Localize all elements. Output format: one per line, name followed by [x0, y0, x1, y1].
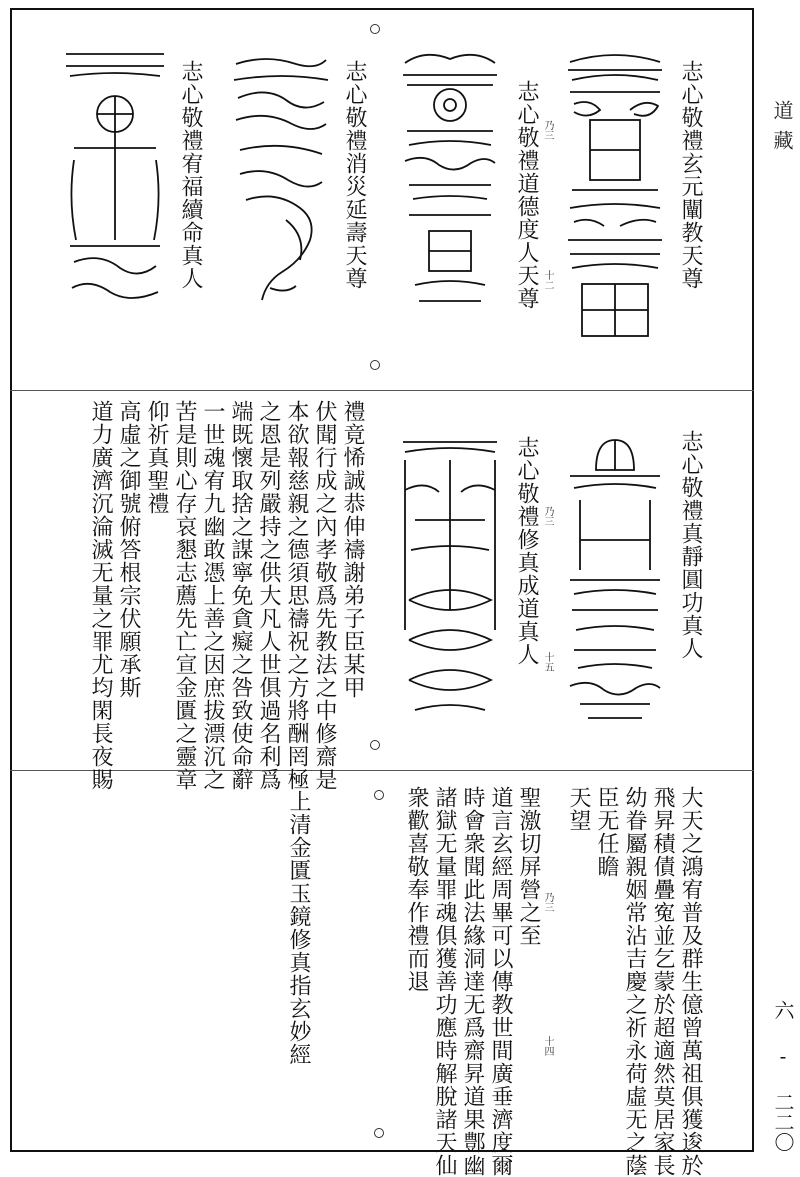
invocation-line: 志心敬禮宥福續命真人: [178, 60, 203, 290]
talisman-seal-5: [560, 430, 670, 730]
text-line: 時會衆聞此法緣洞達无爲齋昇道果鄷幽: [460, 786, 485, 1177]
scripture-title: 上清金匱玉鏡修真指玄妙經: [286, 790, 311, 1066]
folio-mark: 乃三: [542, 892, 553, 912]
text-line: 聖激切屏營之至: [516, 786, 541, 947]
text-line: 衆歡喜敬奉作禮而退: [404, 786, 429, 993]
folio-mark: 十二: [542, 270, 553, 290]
binding-hole: [374, 1128, 384, 1138]
binding-hole: [370, 740, 380, 750]
text-line: 幼眷屬親姻常沾吉慶之祈永荷虛无之蔭: [622, 786, 647, 1177]
talisman-seal-1: [560, 40, 670, 350]
folio-mark: 十五: [542, 652, 553, 672]
page-number: 六 - 二二〇: [771, 1000, 795, 1152]
invocation-line: 志心敬禮真靜圓功真人: [678, 430, 703, 660]
text-line: 端既懷取捨之謀寧免貪癡之咎致使命辭: [228, 400, 253, 791]
binding-hole: [370, 24, 380, 34]
margin-title: 道藏: [770, 100, 794, 160]
text-line: 伏聞行成之內孝敬爲先教法之中修齋是: [312, 400, 337, 791]
text-line: 天望: [566, 786, 591, 832]
invocation-line: 志心敬禮消災延壽天尊: [342, 60, 367, 290]
invocation-line: 志心敬禮修真成道真人: [514, 436, 539, 666]
text-line: 仰祈真聖禮: [144, 400, 169, 515]
text-line: 禮竟悕誠恭伸禱謝弟子臣某甲: [340, 400, 365, 699]
folio-mark: 乃三: [542, 506, 553, 526]
folio-mark: 十四: [542, 1036, 553, 1056]
talisman-seal-2: [395, 45, 505, 325]
folio-mark: 乃三: [542, 120, 553, 140]
invocation-line: 志心敬禮道德度人天尊: [514, 80, 539, 310]
talisman-seal-6: [395, 430, 505, 730]
panel-divider-top: [10, 390, 754, 391]
text-line: 苦是則心存哀懇志薦先亡宣金匱之靈章: [172, 400, 197, 791]
text-line: 道言玄經周畢可以傳教世間廣垂濟度爾: [488, 786, 513, 1177]
text-line: 道力廣濟沉淪滅无量之罪尤均閑長夜賜: [88, 400, 113, 791]
text-line: 飛昇積債疊寃並乞蒙於超適然莫居家長: [650, 786, 675, 1177]
text-line: 一世魂宥九幽敢憑上善之因庶拔漂沉之: [200, 400, 225, 791]
talisman-seal-4: [60, 40, 170, 320]
invocation-line: 志心敬禮玄元闡教天尊: [678, 60, 703, 290]
talisman-seal-3: [226, 50, 336, 330]
text-line: 本欲報慈親之德須思禱祝之方將酬罔極: [284, 400, 309, 791]
text-line: 大天之鴻宥普及群生億曾萬祖俱獲逡於: [678, 786, 703, 1177]
text-line: 諸獄无量罪魂俱獲善功應時解脫諸天仙: [432, 786, 457, 1177]
text-line: 高虛之御號俯答根宗伏願承斯: [116, 400, 141, 699]
binding-hole: [374, 790, 384, 800]
text-line: 之恩是列嚴持之供大凡人世俱過名利爲: [256, 400, 281, 791]
panel-divider-bottom: [10, 770, 754, 771]
binding-hole: [370, 360, 380, 370]
text-line: 臣无任瞻: [594, 786, 619, 878]
